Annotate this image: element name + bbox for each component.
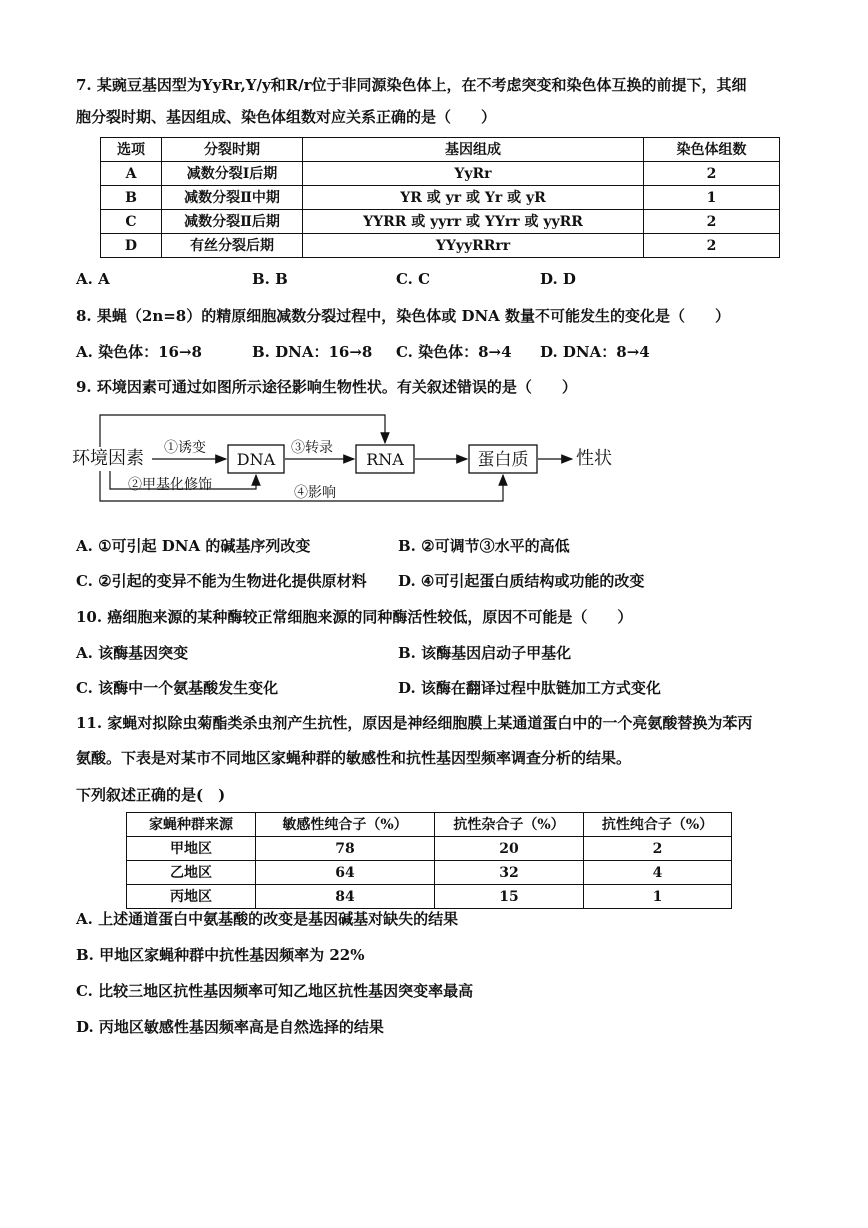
q10-option-d[interactable]: D. 该酶在翻译过程中肽链加工方式变化 (398, 679, 661, 697)
q8-option-b[interactable]: B. DNA：16→8 (252, 343, 373, 361)
table-cell: YYRR 或 yyrr 或 YYrr 或 yyRR (303, 210, 644, 234)
q11-option-b[interactable]: B. 甲地区家蝇种群中抗性基因频率为 22% (76, 946, 365, 964)
table-row (101, 162, 780, 186)
q11-option-a[interactable]: A. 上述通道蛋白中氨基酸的改变是基因碱基对缺失的结果 (76, 910, 459, 928)
table-cell: 减数分裂Ⅱ后期 (162, 210, 303, 234)
arrow-label-methylation: ②甲基化修饰 (128, 477, 212, 493)
table-cell: 78 (256, 837, 435, 861)
table-header-row (101, 138, 780, 162)
q7-stem-line1: 7. 某豌豆基因型为YyRr,Y/y和R/r位于非同源染色体上，在不考虑突变和染色体互换的前提下，其细 (76, 76, 747, 94)
table-cell: 减数分裂Ⅰ后期 (162, 162, 303, 186)
table-cell: A (101, 162, 162, 186)
table-cell: 有丝分裂后期 (162, 234, 303, 258)
q7-option-d[interactable]: D. D (540, 270, 576, 288)
q7-option-a[interactable]: A. A (76, 270, 110, 288)
q11-table (126, 812, 732, 909)
table-cell: 减数分裂Ⅱ中期 (162, 186, 303, 210)
q7-option-b[interactable]: B. B (252, 270, 288, 288)
table-cell: 84 (256, 885, 435, 909)
q8-option-c[interactable]: C. 染色体：8→4 (396, 343, 512, 361)
table-header-cell: 家蝇种群来源 (127, 813, 256, 837)
table-cell: 2 (644, 234, 780, 258)
env-factor-label: 环境因素 (72, 448, 144, 469)
table-cell: 2 (644, 162, 780, 186)
table-row (127, 885, 732, 909)
q9-option-d[interactable]: D. ④可引起蛋白质结构或功能的改变 (398, 572, 645, 590)
table-header-cell: 染色体组数 (644, 138, 780, 162)
q11-stem-line1: 11. 家蝇对拟除虫菊酯类杀虫剂产生抗性，原因是神经细胞膜上某通道蛋白中的一个亮氨酸替换为苯丙 (76, 714, 753, 732)
q8-stem: 8. 果蝇（2n=8）的精原细胞减数分裂过程中，染色体或 DNA 数量不可能发生的变化是（ ） (76, 307, 731, 325)
q8-option-a[interactable]: A. 染色体：16→8 (76, 343, 202, 361)
table-cell: 15 (435, 885, 584, 909)
table-row (101, 234, 780, 258)
table-header-cell: 分裂时期 (162, 138, 303, 162)
dna-label: DNA (236, 450, 276, 469)
arrow-label-influence: ④影响 (294, 485, 336, 501)
q11-option-c[interactable]: C. 比较三地区抗性基因频率可知乙地区抗性基因突变率最高 (76, 982, 474, 1000)
q9-stem: 9. 环境因素可通过如图所示途径影响生物性状。有关叙述错误的是（ ） (76, 378, 577, 396)
table-cell: YyRr (303, 162, 644, 186)
q10-option-c[interactable]: C. 该酶中一个氨基酸发生变化 (76, 679, 279, 697)
q10-stem: 10. 癌细胞来源的某种酶较正常细胞来源的同种酶活性较低，原因不可能是（ ） (76, 608, 633, 626)
table-cell: C (101, 210, 162, 234)
rna-label: RNA (366, 450, 404, 469)
q9-pathway-diagram (0, 405, 868, 515)
table-header-cell: 选项 (101, 138, 162, 162)
table-cell: 2 (584, 837, 732, 861)
q8-option-d[interactable]: D. DNA：8→4 (540, 343, 650, 361)
table-row (101, 186, 780, 210)
q7-stem-line2: 胞分裂时期、基因组成、染色体组数对应关系正确的是（ ） (76, 108, 497, 126)
arrow-label-transcription: ③转录 (291, 440, 333, 456)
table-header-cell: 抗性杂合子（%） (435, 813, 584, 837)
q7-option-c[interactable]: C. C (396, 270, 431, 288)
table-cell: 20 (435, 837, 584, 861)
table-header-row (127, 813, 732, 837)
q9-option-b[interactable]: B. ②可调节③水平的高低 (398, 537, 570, 555)
table-row (127, 837, 732, 861)
table-cell: 1 (584, 885, 732, 909)
table-cell: YR 或 yr 或 Yr 或 yR (303, 186, 644, 210)
q11-stem-line3: 下列叙述正确的是( ) (76, 786, 226, 804)
q7-table (100, 137, 780, 258)
table-cell: 1 (644, 186, 780, 210)
table-row (127, 861, 732, 885)
table-cell: 甲地区 (127, 837, 256, 861)
q11-stem-line2: 氨酸。下表是对某市不同地区家蝇种群的敏感性和抗性基因型频率调查分析的结果。 (76, 749, 632, 767)
table-cell: B (101, 186, 162, 210)
q10-option-a[interactable]: A. 该酶基因突变 (76, 644, 189, 662)
table-row (101, 210, 780, 234)
trait-label: 性状 (576, 448, 612, 469)
q10-option-b[interactable]: B. 该酶基因启动子甲基化 (398, 644, 572, 662)
protein-label: 蛋白质 (477, 450, 529, 470)
q11-option-d[interactable]: D. 丙地区敏感性基因频率高是自然选择的结果 (76, 1018, 384, 1036)
table-cell: 32 (435, 861, 584, 885)
table-cell: 2 (644, 210, 780, 234)
table-cell: 乙地区 (127, 861, 256, 885)
q9-option-a[interactable]: A. ①可引起 DNA 的碱基序列改变 (76, 537, 311, 555)
table-cell: D (101, 234, 162, 258)
q9-option-c[interactable]: C. ②引起的变异不能为生物进化提供原材料 (76, 572, 367, 590)
table-cell: 64 (256, 861, 435, 885)
table-header-cell: 抗性纯合子（%） (584, 813, 732, 837)
table-cell: 丙地区 (127, 885, 256, 909)
table-cell: YYyyRRrr (303, 234, 644, 258)
table-header-cell: 基因组成 (303, 138, 644, 162)
table-cell: 4 (584, 861, 732, 885)
arrow-env-to-transcription (100, 415, 385, 447)
table-header-cell: 敏感性纯合子（%） (256, 813, 435, 837)
arrow-label-mutagenesis: ①诱变 (164, 440, 206, 456)
